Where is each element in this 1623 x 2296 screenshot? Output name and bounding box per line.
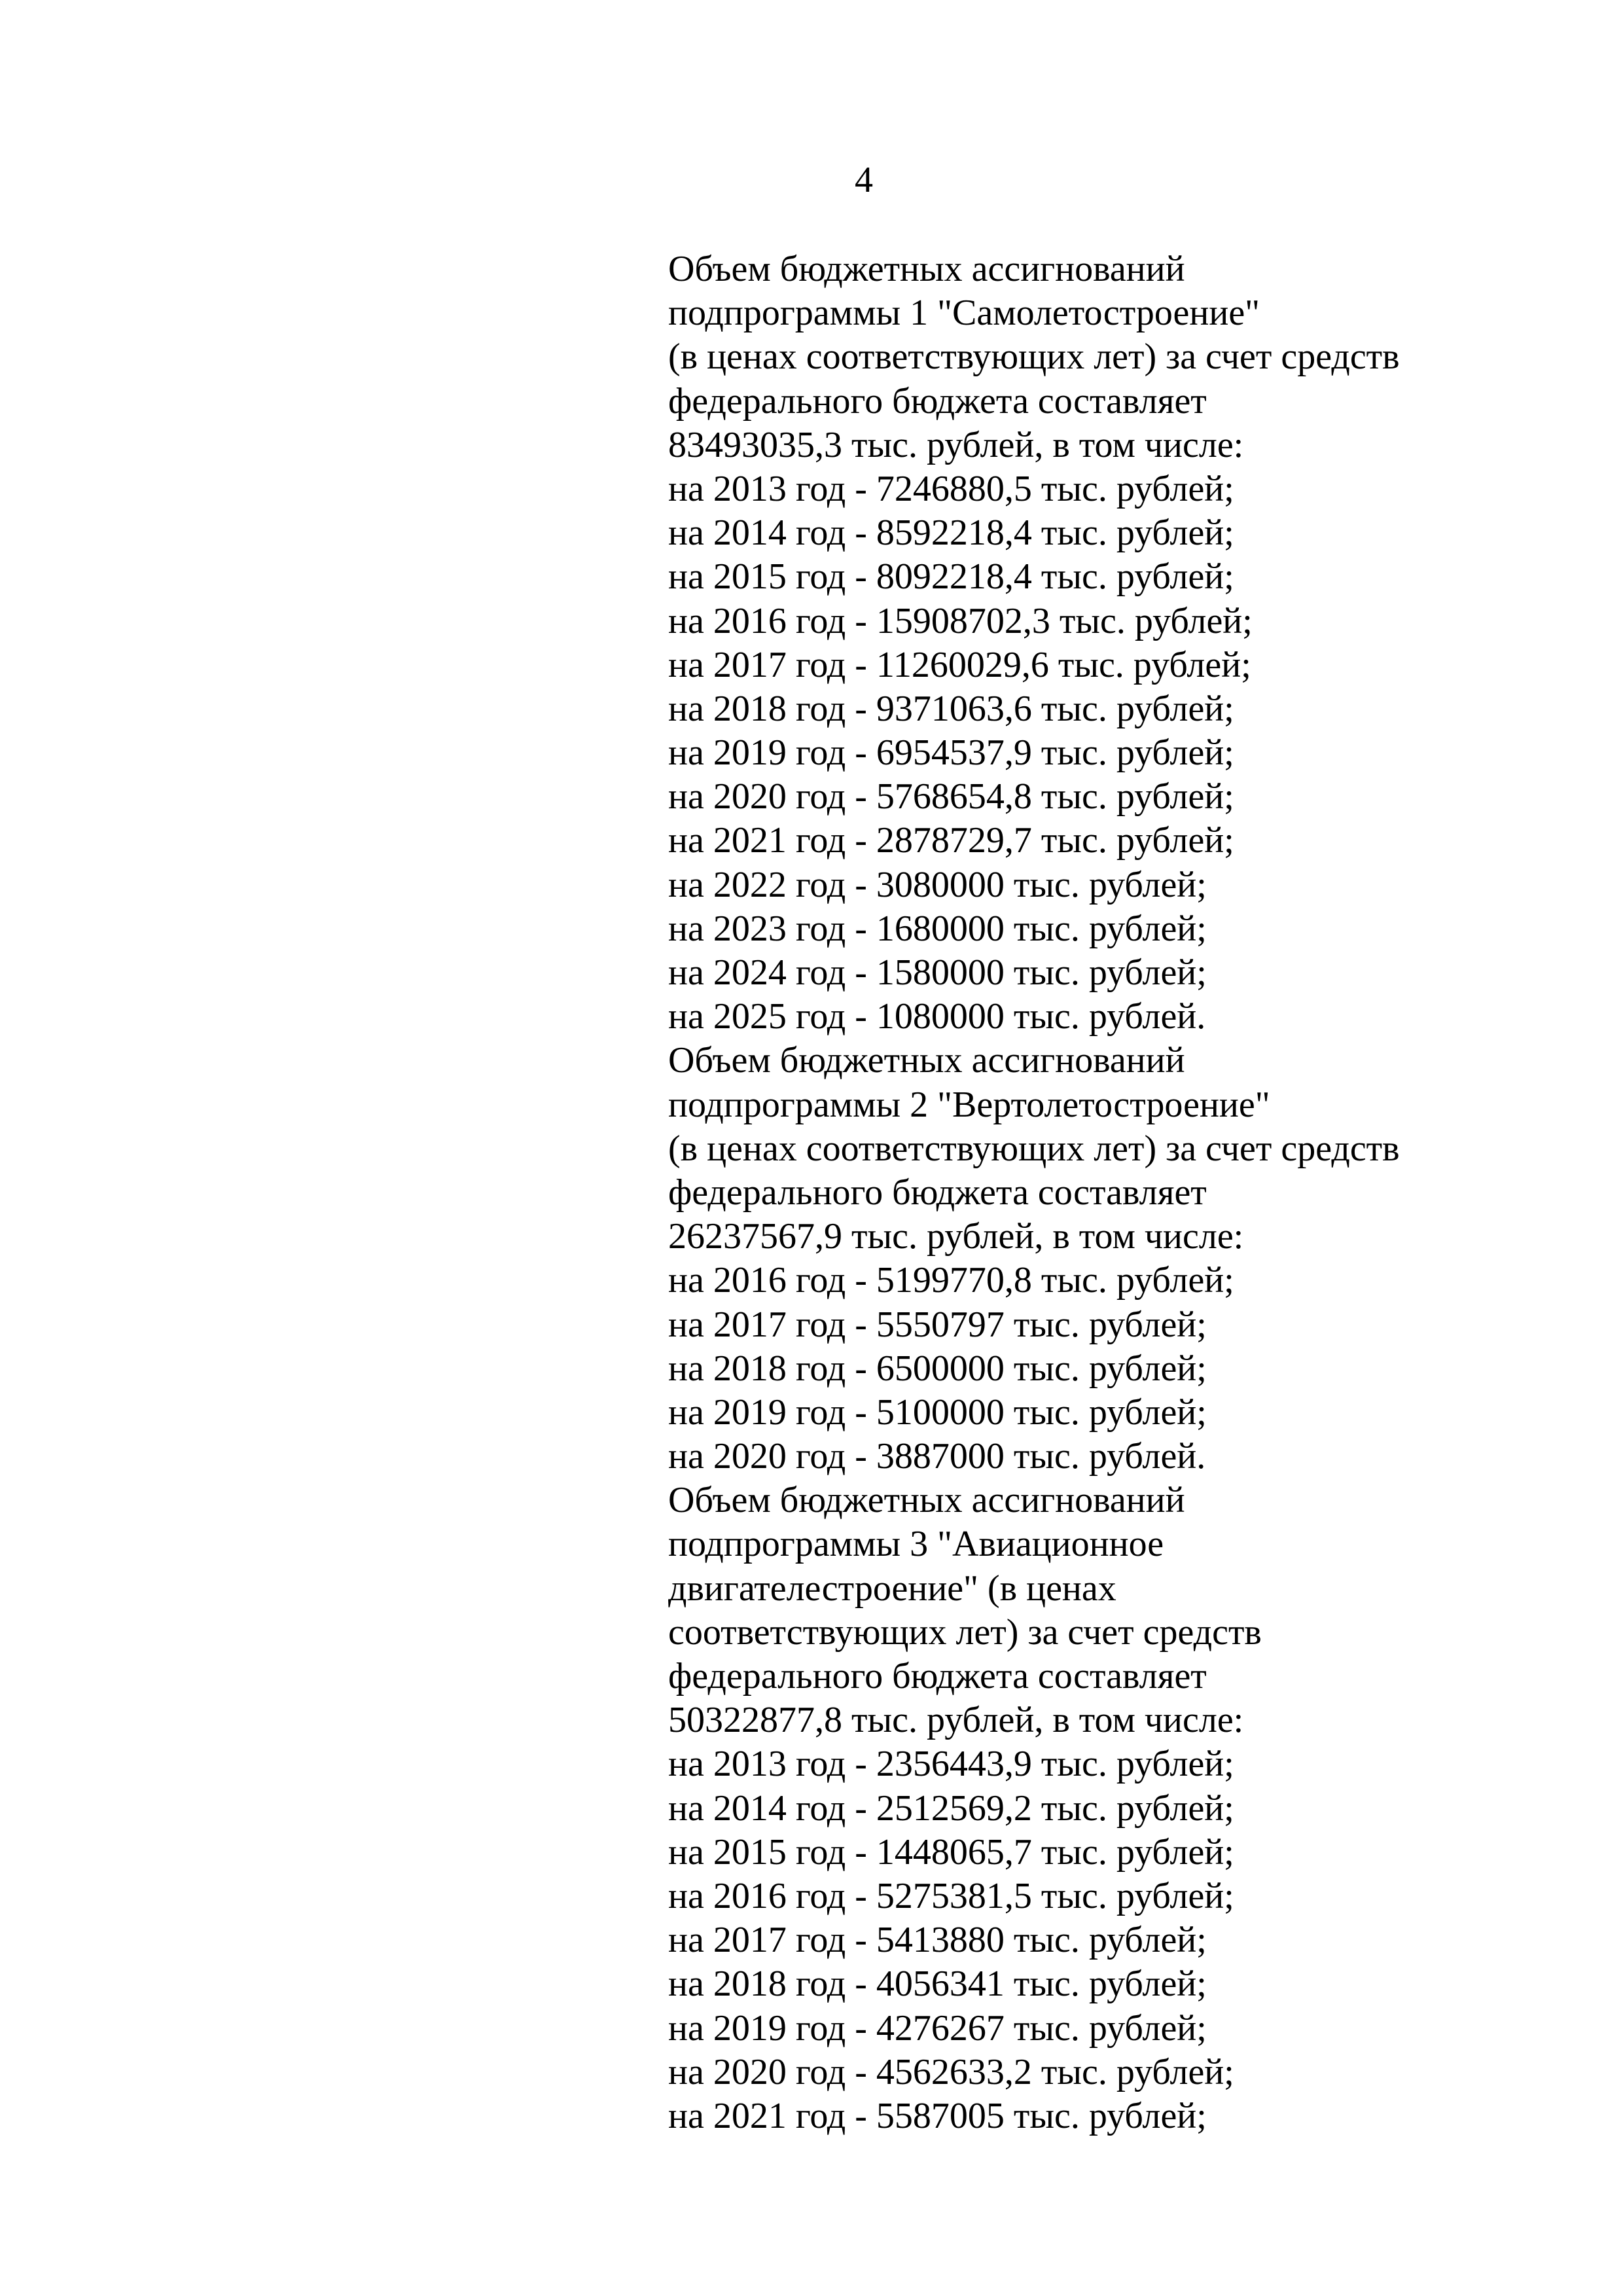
subprogram-1-year-line: на 2019 год - 6954537,9 тыс. рублей; xyxy=(668,732,1234,774)
subprogram-3-intro-line: Объем бюджетных ассигнований xyxy=(668,1480,1185,1521)
subprogram-3-intro-line: соответствующих лет) за счет средств xyxy=(668,1611,1262,1653)
subprogram-1-year-line: на 2021 год - 2878729,7 тыс. рублей; xyxy=(668,820,1234,861)
subprogram-1-year-line: на 2013 год - 7246880,5 тыс. рублей; xyxy=(668,468,1234,509)
subprogram-1-year-line: на 2015 год - 8092218,4 тыс. рублей; xyxy=(668,556,1234,598)
subprogram-2-section xyxy=(668,1039,1584,1479)
subprogram-2-intro-line: (в ценах соответствующих лет) за счет средств xyxy=(668,1128,1400,1169)
subprogram-1-year-line: на 2016 год - 15908702,3 тыс. рублей; xyxy=(668,600,1253,641)
page-number: 4 xyxy=(855,160,873,200)
subprogram-1-section xyxy=(668,247,1584,1039)
subprogram-2-year-line: на 2016 год - 5199770,8 тыс. рублей; xyxy=(668,1260,1234,1301)
subprogram-3-year-line: на 2013 год - 2356443,9 тыс. рублей; xyxy=(668,1744,1234,1785)
subprogram-3-section xyxy=(668,1479,1584,2138)
subprogram-3-intro-line: подпрограммы 3 "Авиационное xyxy=(668,1524,1164,1565)
subprogram-1-year-line: на 2024 год - 1580000 тыс. рублей; xyxy=(668,952,1207,993)
subprogram-3-intro-line: федерального бюджета составляет xyxy=(668,1656,1207,1696)
subprogram-1-intro-line: Объем бюджетных ассигнований xyxy=(668,249,1185,289)
subprogram-3-year-line: на 2016 год - 5275381,5 тыс. рублей; xyxy=(668,1875,1234,1916)
subprogram-1-year-line: на 2014 год - 8592218,4 тыс. рублей; xyxy=(668,512,1234,554)
subprogram-1-year-line: на 2025 год - 1080000 тыс. рублей. xyxy=(668,996,1206,1037)
subprogram-3-year-line: на 2018 год - 4056341 тыс. рублей; xyxy=(668,1964,1207,2005)
subprogram-2-year-line: на 2020 год - 3887000 тыс. рублей. xyxy=(668,1436,1206,1477)
budget-text-column xyxy=(668,247,1584,2138)
subprogram-1-year-line: на 2017 год - 11260029,6 тыс. рублей; xyxy=(668,644,1251,685)
subprogram-2-year-line: на 2019 год - 5100000 тыс. рублей; xyxy=(668,1391,1207,1433)
subprogram-3-year-line: на 2019 год - 4276267 тыс. рублей; xyxy=(668,2007,1207,2049)
subprogram-2-year-line: на 2017 год - 5550797 тыс. рублей; xyxy=(668,1304,1207,1345)
subprogram-3-year-line: на 2015 год - 1448065,7 тыс. рублей; xyxy=(668,1831,1234,1873)
subprogram-3-year-line: на 2017 год - 5413880 тыс. рублей; xyxy=(668,1920,1207,1961)
subprogram-2-intro-line: подпрограммы 2 "Вертолетостроение" xyxy=(668,1084,1270,1125)
subprogram-1-intro-line: (в ценах соответствующих лет) за счет средств xyxy=(668,336,1400,378)
subprogram-1-intro-line: федерального бюджета составляет xyxy=(668,380,1207,422)
subprogram-3-total-line: 50322877,8 тыс. рублей, в том числе: xyxy=(668,1700,1244,1741)
subprogram-1-year-line: на 2023 год - 1680000 тыс. рублей; xyxy=(668,908,1207,949)
subprogram-1-intro-line: подпрограммы 1 "Самолетостроение" xyxy=(668,293,1260,334)
subprogram-1-total-line: 83493035,3 тыс. рублей, в том числе: xyxy=(668,424,1244,465)
subprogram-3-year-line: на 2020 год - 4562633,2 тыс. рублей; xyxy=(668,2051,1234,2092)
subprogram-2-intro-line: федерального бюджета составляет xyxy=(668,1172,1207,1213)
subprogram-3-year-line: на 2021 год - 5587005 тыс. рублей; xyxy=(668,2095,1207,2136)
subprogram-1-year-line: на 2018 год - 9371063,6 тыс. рублей; xyxy=(668,688,1234,729)
subprogram-2-year-line: на 2018 год - 6500000 тыс. рублей; xyxy=(668,1348,1207,1389)
subprogram-3-year-line: на 2014 год - 2512569,2 тыс. рублей; xyxy=(668,1787,1234,1829)
subprogram-2-total-line: 26237567,9 тыс. рублей, в том числе: xyxy=(668,1216,1244,1257)
subprogram-1-year-line: на 2020 год - 5768654,8 тыс. рублей; xyxy=(668,776,1234,817)
subprogram-1-year-line: на 2022 год - 3080000 тыс. рублей; xyxy=(668,864,1207,905)
subprogram-2-intro-line: Объем бюджетных ассигнований xyxy=(668,1040,1185,1081)
subprogram-3-intro-line: двигателестроение" (в ценах xyxy=(668,1568,1116,1609)
